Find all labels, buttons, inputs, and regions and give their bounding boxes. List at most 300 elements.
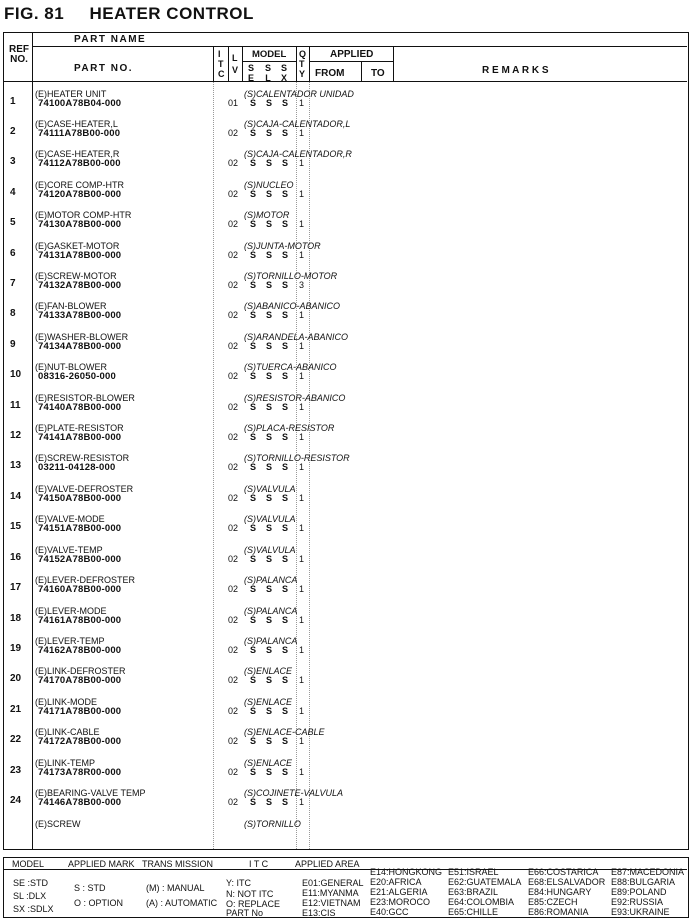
model-sl-mark: S	[266, 432, 273, 442]
model-se-mark: S	[250, 554, 257, 564]
header-ref-no	[9, 45, 29, 65]
part-name-spanish: (S)ENLACE	[244, 758, 293, 768]
ref-number: 3	[10, 156, 16, 167]
legend-area-item: E66:COSTARICA	[528, 867, 599, 877]
model-sl-mark: S	[266, 341, 273, 351]
part-number: 74171A78B00-000	[38, 706, 122, 717]
part-name-english: (E)SCREW-RESISTOR	[35, 453, 130, 463]
legend-applied-mark-option: O : OPTION	[74, 898, 124, 908]
part-name-spanish: (S)TUERCA-ABANICO	[244, 362, 337, 372]
model-se-mark: S	[250, 615, 257, 625]
header-model-sl-1: S	[265, 63, 272, 73]
part-name-english: (E)SCREW	[35, 819, 81, 829]
header-model-se	[248, 63, 254, 83]
model-sl-mark: S	[266, 767, 273, 777]
part-name-spanish: (S)PALANCA	[244, 575, 298, 585]
legend-area-item: E65:CHILLE	[448, 907, 499, 917]
model-sx-mark: S	[282, 736, 289, 746]
part-name-english: (E)FAN-BLOWER	[35, 301, 107, 311]
level: 02	[228, 219, 239, 229]
level: 02	[228, 280, 239, 290]
part-name-spanish: (S)VALVULA	[244, 545, 296, 555]
part-name-spanish: (S)CAJA-CALENTADOR,L	[244, 119, 351, 129]
legend-area-item: E62:GUATEMALA	[448, 877, 522, 887]
level: 02	[228, 128, 239, 138]
table-row	[4, 271, 687, 301]
header-itc-c: C	[218, 69, 225, 79]
model-sx-mark: S	[282, 615, 289, 625]
quantity: 1	[299, 584, 305, 594]
level: 02	[228, 615, 239, 625]
table-row	[4, 727, 687, 757]
header-from: FROM	[315, 68, 345, 79]
model-sx-mark: S	[282, 128, 289, 138]
header-model-se-2: E	[248, 73, 255, 83]
quantity: 1	[299, 189, 305, 199]
part-name-spanish: (S)RESISTOR-ABANICO	[244, 393, 346, 403]
quantity: 1	[299, 706, 305, 716]
figure-label: FIG.	[4, 4, 40, 23]
legend-applied-mark-title: APPLIED MARK	[68, 859, 135, 869]
quantity: 1	[299, 523, 305, 533]
legend-applied-mark-std: S : STD	[74, 883, 106, 893]
quantity: 1	[299, 128, 305, 138]
header-model-sl-2: L	[265, 73, 271, 83]
legend-itc-n: N: NOT ITC	[226, 889, 274, 899]
part-number: 74162A78B00-000	[38, 645, 122, 656]
legend-trans-automatic: (A) : AUTOMATIC	[146, 898, 218, 908]
model-sl-mark: S	[266, 615, 273, 625]
table-row	[4, 423, 687, 453]
header-model-se-1: S	[248, 63, 255, 73]
legend-area-item: E63:BRAZIL	[448, 887, 499, 897]
quantity: 1	[299, 250, 305, 260]
level: 02	[228, 736, 239, 746]
legend-area-item: E14:HONGKONG	[370, 867, 443, 877]
header-model: MODEL	[252, 49, 287, 60]
table-row	[4, 697, 687, 727]
part-number: 74152A78B00-000	[38, 554, 122, 565]
level: 02	[228, 462, 239, 472]
part-name-english: (E)LINK-TEMP	[35, 758, 96, 768]
legend-itc-o: O: REPLACE PART No	[226, 899, 281, 918]
header-model-sl	[265, 63, 271, 83]
part-number: 74120A78B00-000	[38, 189, 122, 200]
part-name-spanish: (S)TORNILLO-MOTOR	[244, 271, 338, 281]
model-se-mark: S	[250, 341, 257, 351]
part-number: 74170A78B00-000	[38, 675, 122, 686]
model-sl-mark: S	[266, 280, 273, 290]
model-se-mark: S	[250, 310, 257, 320]
model-sx-mark: S	[282, 554, 289, 564]
quantity: 1	[299, 98, 305, 108]
legend-area-item: E86:ROMANIA	[528, 907, 589, 917]
legend-area-item: E87:MACEDONIA	[611, 867, 685, 877]
legend-area-title: APPLIED AREA	[295, 859, 360, 869]
part-name-english: (E)GASKET-MOTOR	[35, 241, 120, 251]
part-name-spanish: (S)TORNILLO-RESISTOR	[244, 453, 350, 463]
header-applied: APPLIED	[330, 49, 374, 60]
ref-number: 22	[10, 734, 22, 745]
level: 02	[228, 554, 239, 564]
part-number: 74111A78B00-000	[38, 128, 121, 139]
ref-number: 2	[10, 126, 16, 137]
ref-number: 21	[10, 704, 22, 715]
ref-number: 12	[10, 430, 22, 441]
part-number: 74150A78B00-000	[38, 493, 122, 504]
model-se-mark: S	[250, 493, 257, 503]
part-name-english: (E)CORE COMP-HTR	[35, 180, 124, 190]
table-row	[4, 362, 687, 392]
model-sl-mark: S	[266, 523, 273, 533]
table-row	[4, 301, 687, 331]
table-row	[4, 575, 687, 605]
part-name-spanish: (S)CAJA-CALENTADOR,R	[244, 149, 352, 159]
ref-number: 24	[10, 795, 22, 806]
ref-number: 11	[10, 400, 21, 411]
part-number: 74132A78B00-000	[38, 280, 122, 291]
level: 02	[228, 158, 239, 168]
level: 02	[228, 493, 239, 503]
quantity: 1	[299, 432, 305, 442]
table-row	[4, 89, 687, 119]
table-row	[4, 241, 687, 271]
quantity: 3	[299, 280, 305, 290]
quantity: 1	[299, 219, 305, 229]
model-sl-mark: S	[266, 584, 273, 594]
legend-area-item: E89:POLAND	[611, 887, 667, 897]
model-sl-mark: S	[266, 493, 273, 503]
legend-model-sl: SL :DLX	[13, 891, 47, 901]
part-number: 74131A78B00-000	[38, 250, 122, 261]
model-sx-mark: S	[282, 341, 289, 351]
model-sx-mark: S	[282, 98, 289, 108]
header-ref-line2: NO.	[10, 54, 28, 65]
quantity: 1	[299, 462, 305, 472]
header-itc-t: T	[218, 59, 224, 69]
part-name-english: (E)SCREW-MOTOR	[35, 271, 117, 281]
part-number: 74133A78B00-000	[38, 310, 122, 321]
quantity: 1	[299, 645, 305, 655]
part-name-english: (E)CASE-HEATER,L	[35, 119, 118, 129]
legend-area-item: E21:ALGERIA	[370, 887, 428, 897]
legend-itc-y: Y: ITC	[226, 878, 252, 888]
legend-area-item: E20:AFRICA	[370, 877, 422, 887]
figure-title	[4, 4, 254, 24]
model-sl-mark: S	[266, 371, 273, 381]
ref-number: 1	[10, 96, 16, 107]
part-name-english: (E)LINK-DEFROSTER	[35, 666, 126, 676]
figure-name: HEATER CONTROL	[89, 4, 254, 23]
model-sl-mark: S	[266, 402, 273, 412]
part-name-spanish: (S)JUNTA-MOTOR	[244, 241, 321, 251]
part-name-english: (E)CASE-HEATER,R	[35, 149, 120, 159]
legend	[3, 857, 689, 918]
header-part-no: PART NO.	[74, 63, 134, 74]
header-qty	[299, 49, 306, 79]
quantity: 1	[299, 675, 305, 685]
part-number: 74172A78B00-000	[38, 736, 122, 747]
legend-area-item: E40:GCC	[370, 907, 409, 917]
level: 02	[228, 250, 239, 260]
part-name-spanish: (S)PALANCA	[244, 636, 298, 646]
model-sx-mark: S	[282, 797, 289, 807]
table-row	[4, 332, 687, 362]
table-row	[4, 119, 687, 149]
legend-area-item: E88:BULGARIA	[611, 877, 676, 887]
level: 02	[228, 523, 239, 533]
model-sl-mark: S	[266, 462, 273, 472]
legend-area-item: E11:MYANMA	[302, 888, 359, 898]
level: 01	[228, 98, 239, 108]
part-name-english: (E)VALVE-TEMP	[35, 545, 103, 555]
model-sl-mark: S	[266, 98, 273, 108]
table-row	[4, 484, 687, 514]
part-name-english: (E)LEVER-DEFROSTER	[35, 575, 136, 585]
model-se-mark: S	[250, 645, 257, 655]
legend-area-item: E23:MOROCO	[370, 897, 431, 907]
legend-transmission-title: TRANS MISSION	[142, 859, 214, 869]
model-se-mark: S	[250, 128, 257, 138]
model-se-mark: S	[250, 280, 257, 290]
part-number: 74160A78B00-000	[38, 584, 122, 595]
part-number: 74146A78B00-000	[38, 797, 122, 808]
part-name-spanish: (S)ENLACE	[244, 697, 293, 707]
model-sl-mark: S	[266, 645, 273, 655]
ref-number: 17	[10, 582, 22, 593]
table-row	[4, 453, 687, 483]
level: 02	[228, 675, 239, 685]
ref-number: 19	[10, 643, 22, 654]
part-name-english: (E)NUT-BLOWER	[35, 362, 107, 372]
model-sx-mark: S	[282, 371, 289, 381]
table-row	[4, 758, 687, 788]
quantity: 1	[299, 615, 305, 625]
header-model-sx	[281, 63, 287, 83]
legend-area-item: E12:VIETNAM	[302, 898, 361, 908]
model-sx-mark: S	[282, 767, 289, 777]
level: 02	[228, 584, 239, 594]
legend-model-se: SE :STD	[13, 878, 49, 888]
part-name-spanish: (S)ENLACE-CABLE	[244, 727, 325, 737]
part-name-spanish: (S)MOTOR	[244, 210, 290, 220]
legend-itc-title: I T C	[249, 859, 269, 869]
part-number: 74100A78B04-000	[38, 98, 122, 109]
part-name-english: (E)VALVE-MODE	[35, 514, 105, 524]
model-sx-mark: S	[282, 310, 289, 320]
model-se-mark: S	[250, 432, 257, 442]
model-sl-mark: S	[266, 219, 273, 229]
part-number: 74161A78B00-000	[38, 615, 122, 626]
table-row	[4, 819, 687, 849]
model-sx-mark: S	[282, 250, 289, 260]
model-se-mark: S	[250, 675, 257, 685]
ref-number: 14	[10, 491, 22, 502]
legend-area-item: E93:UKRAINE	[611, 907, 670, 917]
part-name-english: (E)BEARING-VALVE TEMP	[35, 788, 146, 798]
legend-model-sx: SX :SDLX	[13, 904, 54, 914]
part-name-spanish: (S)ARANDELA-ABANICO	[244, 332, 349, 342]
part-number: 74151A78B00-000	[38, 523, 122, 534]
ref-number: 6	[10, 248, 16, 259]
ref-number: 16	[10, 552, 22, 563]
model-sx-mark: S	[282, 462, 289, 472]
part-name-english: (E)LINK-MODE	[35, 697, 98, 707]
legend-area-item: E13:CIS	[302, 908, 336, 918]
ref-number: 7	[10, 278, 16, 289]
table-row	[4, 180, 687, 210]
part-name-english: (E)VALVE-DEFROSTER	[35, 484, 134, 494]
level: 02	[228, 767, 239, 777]
part-number: 74141A78B00-000	[38, 432, 122, 443]
header-to: TO	[371, 68, 385, 79]
ref-number: 10	[10, 369, 22, 380]
legend-trans-manual: (M) : MANUAL	[146, 883, 205, 893]
quantity: 1	[299, 402, 305, 412]
quantity: 1	[299, 736, 305, 746]
level: 02	[228, 402, 239, 412]
ref-number: 4	[10, 187, 16, 198]
model-se-mark: S	[250, 402, 257, 412]
header-remarks: R E M A R K S	[482, 65, 549, 76]
part-name-english: (E)PLATE-RESISTOR	[35, 423, 124, 433]
part-name-english: (E)LEVER-MODE	[35, 606, 107, 616]
model-sx-mark: S	[282, 675, 289, 685]
ref-number: 8	[10, 308, 16, 319]
ref-number: 18	[10, 613, 22, 624]
ref-number: 9	[10, 339, 16, 350]
model-sx-mark: S	[282, 158, 289, 168]
table-row	[4, 606, 687, 636]
level: 02	[228, 645, 239, 655]
table-row	[4, 545, 687, 575]
part-number: 08316-26050-000	[38, 371, 117, 382]
quantity: 1	[299, 371, 305, 381]
level: 02	[228, 371, 239, 381]
model-sx-mark: S	[282, 219, 289, 229]
quantity: 1	[299, 310, 305, 320]
model-se-mark: S	[250, 219, 257, 229]
model-sx-mark: S	[282, 493, 289, 503]
level: 02	[228, 310, 239, 320]
model-sl-mark: S	[266, 797, 273, 807]
part-number: 74140A78B00-000	[38, 402, 122, 413]
header-qty-q: Q	[299, 49, 307, 59]
quantity: 1	[299, 797, 305, 807]
model-sl-mark: S	[266, 706, 273, 716]
ref-number: 13	[10, 460, 22, 471]
part-number: 74130A78B00-000	[38, 219, 122, 230]
ref-number: 5	[10, 217, 16, 228]
model-se-mark: S	[250, 736, 257, 746]
model-se-mark: S	[250, 797, 257, 807]
model-sx-mark: S	[282, 189, 289, 199]
table-row	[4, 514, 687, 544]
header-itc	[218, 49, 225, 79]
model-sl-mark: S	[266, 554, 273, 564]
level: 02	[228, 432, 239, 442]
part-name-spanish: (S)ENLACE	[244, 666, 293, 676]
part-name-english: (E)RESISTOR-BLOWER	[35, 393, 135, 403]
header-model-sx-1: S	[281, 63, 288, 73]
legend-area-item: E51:ISRAEL	[448, 867, 499, 877]
legend-area-item: E01:GENERAL	[302, 878, 364, 888]
part-name-spanish: (S)PLACA-RESISTOR	[244, 423, 335, 433]
model-se-mark: S	[250, 523, 257, 533]
model-sl-mark: S	[266, 736, 273, 746]
table-row	[4, 149, 687, 179]
model-sl-mark: S	[266, 250, 273, 260]
header-lv-v: V	[232, 65, 239, 75]
model-se-mark: S	[250, 98, 257, 108]
model-sx-mark: S	[282, 645, 289, 655]
ref-number: 20	[10, 673, 22, 684]
model-sl-mark: S	[266, 189, 273, 199]
part-name-english: (E)LINK-CABLE	[35, 727, 100, 737]
model-sl-mark: S	[266, 310, 273, 320]
part-name-spanish: (S)PALANCA	[244, 606, 298, 616]
part-name-english: (E)MOTOR COMP-HTR	[35, 210, 132, 220]
table-row	[4, 788, 687, 818]
header-ref-line1: REF	[9, 44, 29, 55]
level: 02	[228, 189, 239, 199]
header-lv	[232, 53, 238, 75]
model-sl-mark: S	[266, 158, 273, 168]
part-name-spanish: (S)VALVULA	[244, 484, 296, 494]
model-se-mark: S	[250, 189, 257, 199]
legend-area-item: E68:ELSALVADOR	[528, 877, 606, 887]
model-se-mark: S	[250, 250, 257, 260]
part-name-spanish: (S)TORNILLO	[244, 819, 301, 829]
part-name-english: (E)HEATER UNIT	[35, 89, 107, 99]
model-sl-mark: S	[266, 128, 273, 138]
model-se-mark: S	[250, 462, 257, 472]
model-se-mark: S	[250, 158, 257, 168]
model-sl-mark: S	[266, 675, 273, 685]
part-number: 74112A78B00-000	[38, 158, 121, 169]
level: 02	[228, 797, 239, 807]
table-row	[4, 393, 687, 423]
part-name-english: (E)WASHER-BLOWER	[35, 332, 129, 342]
quantity: 1	[299, 493, 305, 503]
legend-area-item: E92:RUSSIA	[611, 897, 664, 907]
level: 02	[228, 706, 239, 716]
header-lv-l: L	[232, 53, 238, 63]
model-sx-mark: S	[282, 523, 289, 533]
quantity: 1	[299, 341, 305, 351]
model-sx-mark: S	[282, 584, 289, 594]
header-qty-y: Y	[299, 69, 306, 79]
quantity: 1	[299, 554, 305, 564]
legend-area-item: E64:COLOMBIA	[448, 897, 515, 907]
quantity: 1	[299, 767, 305, 777]
figure-number: 81	[44, 4, 65, 23]
part-number: 74173A78R00-000	[38, 767, 122, 778]
model-se-mark: S	[250, 767, 257, 777]
level: 02	[228, 341, 239, 351]
model-sx-mark: S	[282, 402, 289, 412]
parts-table	[3, 32, 689, 850]
model-se-mark: S	[250, 706, 257, 716]
part-number: 03211-04128-000	[38, 462, 116, 473]
table-row	[4, 210, 687, 240]
model-se-mark: S	[250, 371, 257, 381]
part-name-spanish: (S)COJINETE-VALVULA	[244, 788, 344, 798]
header-qty-t: T	[299, 59, 305, 69]
table-row	[4, 636, 687, 666]
part-name-spanish: (S)NUCLEO	[244, 180, 294, 190]
quantity: 1	[299, 158, 305, 168]
